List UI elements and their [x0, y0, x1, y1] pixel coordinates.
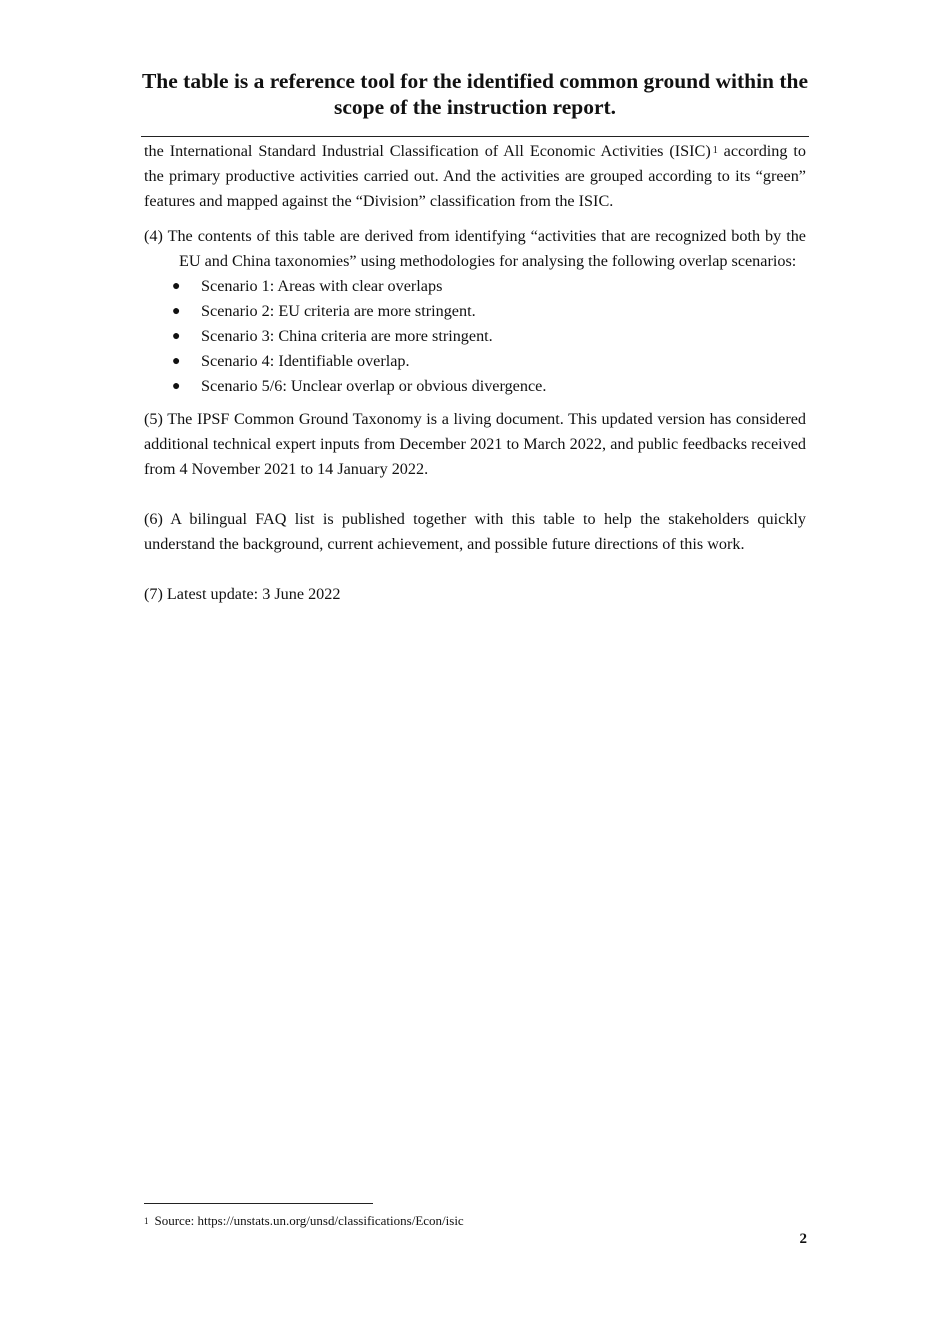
paragraph-isic-text-cont: according to the primary productive activities carried out. And the activities are grouped according to its “green” features and mapped against the “Division” classification from the ISIC.: [144, 142, 806, 210]
list-item: [144, 374, 806, 399]
list-item: [144, 324, 806, 349]
scenario-text: Scenario 4: Identifiable overlap.: [201, 352, 410, 370]
footnote-reference[interactable]: 1: [712, 145, 718, 156]
page-title: The table is a reference tool for the identified common ground within the scope of the instruction report.: [141, 69, 809, 119]
bullet-icon: ●: [172, 304, 181, 319]
footnote-text[interactable]: Source: https://unstats.un.org/unsd/classifications/Econ/isic: [154, 1213, 464, 1228]
bullet-icon: ●: [172, 379, 181, 394]
footnote: [144, 1212, 464, 1230]
list-item: [144, 274, 806, 299]
footnote-number: 1: [144, 1216, 149, 1226]
scenario-text: Scenario 2: EU criteria are more stringent.: [201, 302, 476, 320]
paragraph-living-document: (5) The IPSF Common Ground Taxonomy is a living document. This updated version has considered additional technical expert inputs from December 2021 to March 2022, and public feedbacks received from 4 November 2021 to 14 January 2022.: [144, 410, 806, 478]
scenario-text: Scenario 3: China criteria are more stringent.: [201, 327, 493, 345]
bullet-icon: ●: [172, 329, 181, 344]
paragraph-isic: [144, 139, 806, 214]
paragraph-isic-text: the International Standard Industrial Classification of All Economic Activities (ISIC): [144, 142, 711, 160]
bullet-icon: ●: [172, 279, 181, 294]
list-item: [144, 349, 806, 374]
paragraph-methodology: (4) The contents of this table are derived from identifying “activities that are recognized both by the EU and China taxonomies” using methodologies for analysing the following overlap scenarios:: [144, 227, 806, 270]
page-number: 2: [799, 1231, 807, 1247]
paragraph-latest-update: (7) Latest update: 3 June 2022: [144, 585, 341, 603]
list-item: [144, 299, 806, 324]
title-divider: [141, 136, 809, 137]
scenario-text: Scenario 5/6: Unclear overlap or obvious divergence.: [201, 377, 547, 395]
scenario-list: [144, 274, 806, 399]
footnote-divider: [144, 1203, 373, 1204]
paragraph-faq: (6) A bilingual FAQ list is published together with this table to help the stakeholders quickly understand the background, current achievement, and possible future directions of this work.: [144, 510, 806, 553]
scenario-text: Scenario 1: Areas with clear overlaps: [201, 277, 443, 295]
bullet-icon: ●: [172, 354, 181, 369]
body-text: [144, 139, 806, 607]
